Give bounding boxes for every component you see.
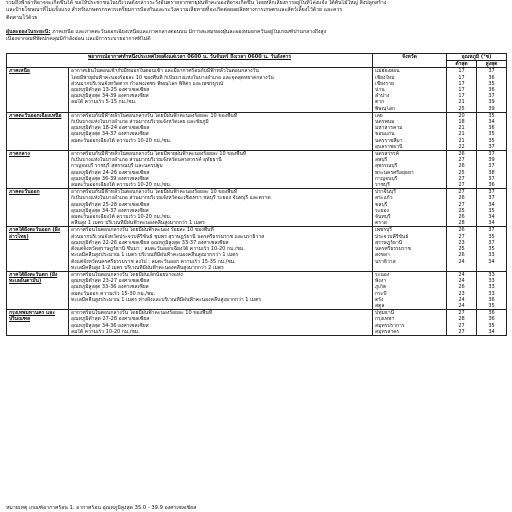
- max-temp: 37: [488, 227, 495, 234]
- region-description: [69, 227, 373, 271]
- province-name: พิษณุโลก: [375, 105, 396, 112]
- min-temp: 27: [458, 322, 465, 329]
- description-line: อุณหภูมิต่ำสุด 13-25 องศาเซลเซียส: [71, 87, 150, 94]
- description-line: ส่วนมากบริเวณจังหวัดประจวบคีรีขันธ์ ชุมพร สุราษฎร์ธานี นครศรีธรรมราช และนราธิวาส: [71, 233, 265, 240]
- min-temp: 20: [458, 112, 465, 119]
- max-temp: 36: [488, 316, 495, 323]
- max-temp: 37: [488, 239, 495, 246]
- max-temp-column: [477, 227, 507, 271]
- province-name: ปราจีนบุรี: [375, 189, 396, 196]
- max-temp: 39: [488, 157, 495, 164]
- min-temp: 17: [458, 87, 465, 94]
- province-name: สมุทรปราการ: [375, 322, 405, 329]
- max-temp: 37: [488, 68, 495, 75]
- min-temp: 26: [458, 163, 465, 170]
- max-temp: 34: [488, 220, 495, 227]
- max-temp: 35: [488, 233, 495, 240]
- dust-notice-label: ฝุ่นละอองในระยะนี้:: [6, 29, 51, 35]
- intro-line: ติดตามไว้ด้วย: [6, 14, 38, 21]
- province-name: กรุงเทพฯ: [375, 316, 395, 323]
- max-temp-column: [477, 112, 507, 150]
- description-line: ก็เป็นบางแห่งในบางอำเภอ ส่วนมากบริเวณจังหวัดเลย และชัยภูมิ: [71, 119, 209, 126]
- max-temp: 37: [488, 163, 495, 170]
- province-name: สตูล: [375, 302, 385, 309]
- min-temp: 22: [458, 143, 465, 150]
- description-line: ลมตะวันออกเฉียงใต้ ความเร็ว 10-20 กม./ชม.: [71, 214, 172, 221]
- region-description: [69, 189, 373, 227]
- province-name: เลย: [375, 112, 383, 119]
- min-temp-column: [447, 189, 477, 227]
- min-temp: 26: [458, 227, 465, 234]
- province-name-column: [373, 189, 447, 227]
- description-line: ตั้งแต่จังหวัดนครศรีธรรมราช ลงไป : ลมตะวันออก ความเร็ว 15-35 กม./ชม.: [71, 258, 236, 265]
- description-line: ส่วนมากบริเวณจังหวัดตาก กำแพงเพชร พิษณุโลก พิจิตร และเพชรบูรณ์: [71, 80, 224, 87]
- max-temp: 34: [488, 328, 495, 335]
- province-name: เชียงราย: [375, 80, 394, 87]
- max-temp: 35: [488, 112, 495, 119]
- province-name: สุพรรณบุรี: [375, 163, 398, 170]
- description-line: ก็เป็นบางแห่งในบางอำเภอ ส่วนมากบริเวณจังหวัดฉะเชิงเทรา ชลบุรี ระยอง จันทบุรี และตราด: [71, 195, 271, 202]
- province-name: ลำปาง: [375, 93, 390, 100]
- max-temp: 33: [488, 252, 495, 259]
- min-temp: 27: [458, 233, 465, 240]
- max-temp: 34: [488, 258, 495, 265]
- region-description: [69, 271, 373, 309]
- region-name: ภาคตะวันออก: [7, 189, 69, 227]
- max-temp: 36: [488, 182, 495, 189]
- max-temp: 35: [488, 137, 495, 144]
- province-header: จังหวัด: [373, 54, 447, 68]
- forecast-table: [6, 53, 507, 336]
- min-temp-column: [447, 310, 477, 336]
- max-temp-column: [477, 271, 507, 309]
- description-line: ลมใต้ ความเร็ว 10-20 กม./ชม.: [71, 328, 140, 335]
- description-line: อุณหภูมิสูงสุด 36-39 องศาเซลเซียส: [71, 175, 149, 182]
- province-name: กาญจนบุรี: [375, 175, 398, 182]
- description-line: อากาศร้อนในตอนกลางวัน โดยมีฝนเล็กน้อยบางแห่ง: [71, 271, 183, 278]
- intro-line: และป้ายโฆษณาที่ไม่แข็งแรง สำหรับเกษตรกรควรเตรียมการป้องกันและระวังความเสียหายที่จะเกิดต่อผลผลิตทางการเกษตรและสัตว์เลี้ยงไว้ด้วย และควร: [6, 7, 343, 14]
- max-temp: 35: [488, 302, 495, 309]
- description-line: อุณหภูมิสูงสุด 33-36 องศาเซลเซียส: [71, 284, 149, 291]
- description-line: ทะเลมีคลื่นสูงประมาณ 1 เมตร ห่างฝั่งและบริเวณที่มีฝนฟ้าคะนองคลื่นสูงมากกว่า 1 เมตร: [71, 296, 262, 303]
- max-temp: 36: [488, 74, 495, 81]
- temp-header: อุณหภูมิ (°ซ): [447, 54, 507, 61]
- description-line: โดยมีพายุฝนฟ้าคะนองร้อยละ 10 ของพื้นที่ ก็เป็นบางแห่งในบางอำเภอ และจุดสุดหยาดกลางวัน: [71, 74, 274, 81]
- province-name: ตราด: [375, 220, 388, 227]
- min-temp-column: [447, 68, 477, 112]
- max-temp-column: [477, 310, 507, 336]
- min-temp: 27: [458, 189, 465, 196]
- min-temp: 26: [458, 252, 465, 259]
- max-temp: 37: [488, 151, 495, 158]
- province-name: ประจวบคีรีขันธ์: [375, 233, 409, 240]
- min-temp: 28: [458, 316, 465, 323]
- province-name: จันทบุรี: [375, 214, 391, 221]
- province-name: ลพบุรี: [375, 157, 388, 164]
- description-line: ลมตะวันออกเฉียงใต้ ความเร็ว 10-20 กม./ชม.: [71, 182, 172, 189]
- description-line: ทะเลมีคลื่นสูง 1-2 เมตร บริเวณที่มีฝนฟ้าคะนองคลื่นสูงมากกว่า 2 เมตร: [71, 264, 224, 271]
- description-line: ลมตะวันออก ความเร็ว 15-30 กม./ชม.: [71, 290, 156, 297]
- province-name: แม่ฮ่องสอน: [375, 68, 400, 75]
- max-temp: 33: [488, 271, 495, 278]
- min-temp: 26: [458, 195, 465, 202]
- province-name-column: [373, 310, 447, 336]
- province-name-column: [373, 271, 447, 309]
- table-row: [7, 189, 507, 227]
- min-temp: 18: [458, 119, 465, 126]
- min-temp: 17: [458, 93, 465, 100]
- max-temp: 38: [488, 169, 495, 176]
- region-name: กรุงเทพมหานคร และปริมณฑล: [7, 310, 69, 336]
- max-temp: 35: [488, 246, 495, 253]
- max-temp: 36: [488, 296, 495, 303]
- min-temp: 27: [458, 310, 465, 317]
- forecast-body: [7, 68, 507, 336]
- max-temp: 37: [488, 189, 495, 196]
- description-line: คลื่นสูง 1 เมตร บริเวณที่มีฝนฟ้าคะนองคลื่นสูงมากกว่า 1 เมตร: [71, 220, 205, 227]
- footer-note: หมายเหตุ เกณฑ์อากาศร้อน 1. อากาศร้อน อุณหภูมิสูงสุด 35.0 - 39.9 องศาเซลเซียส: [6, 505, 197, 511]
- province-name-column: [373, 151, 447, 189]
- max-temp: 36: [488, 125, 495, 132]
- min-temp: 25: [458, 105, 465, 112]
- province-name: นครพนม: [375, 119, 395, 126]
- province-name: สระแก้ว: [375, 195, 393, 202]
- province-name: นครราชสีมา: [375, 137, 403, 144]
- min-temp: 28: [458, 220, 465, 227]
- province-name: ราชบุรี: [375, 182, 390, 189]
- min-temp: 17: [458, 74, 465, 81]
- description-line: ลมใต้ ความเร็ว 5-15 กม./ชม.: [71, 99, 137, 106]
- region-name: ภาคใต้ฝั่งตะวันตก (ฝั่งทะเลอันดามัน): [7, 271, 69, 309]
- min-temp: 25: [458, 169, 465, 176]
- min-temp: 24: [458, 302, 465, 309]
- table-row: [7, 310, 507, 336]
- province-name: พังงา: [375, 278, 387, 285]
- region-name: ภาคใต้ฝั่งตะวันออก (ฝั่งอ่าวไทย): [7, 227, 69, 271]
- min-temp-column: [447, 271, 477, 309]
- region-description: [69, 112, 373, 150]
- max-temp: 33: [488, 278, 495, 285]
- max-temp: 36: [488, 310, 495, 317]
- province-name: ชลบุรี: [375, 201, 388, 208]
- description-line: อากาศร้อนในตอนกลางวัน โดยมีฝนฟ้าคะนองร้อยละ 10 ของพื้นที่: [71, 310, 213, 317]
- province-name: นครสวรรค์: [375, 151, 400, 158]
- min-temp: 27: [458, 157, 465, 164]
- max-temp: 37: [488, 143, 495, 150]
- min-temp: 17: [458, 68, 465, 75]
- intro-line: รวมถึงฟ้าผ่าที่อาจจะเกิดขึ้นได้ ขอให้ประชาชนในบริเวณดังกล่าวระวังอันตรายจากพายุฝนฟ้าคะนองที่อาจเกิดขึ้น โดยหลีกเลี่ยงการอยู่ในที่โล่งแจ้ง ใต้ต้นไม้ใหญ่ สิ่งปลูกสร้าง: [6, 0, 387, 6]
- province-name: นราธิวาส: [375, 258, 396, 265]
- description-line: อากาศร้อนในตอนกลางวัน โดยมีฝนฟ้าคะนอง ร้อยละ 10 ของพื้นที่: [71, 227, 214, 234]
- description-line: อุณหภูมิต่ำสุด 24-26 องศาเซลเซียส: [71, 169, 150, 176]
- province-name: ภูเก็ต: [375, 284, 387, 291]
- min-temp: 21: [458, 99, 465, 106]
- min-temp: 25: [458, 246, 465, 253]
- max-temp: 34: [488, 119, 495, 126]
- max-temp: 35: [488, 207, 495, 214]
- province-name: สมุทรสาคร: [375, 328, 400, 335]
- province-name: สุราษฎร์ธานี: [375, 239, 403, 246]
- min-temp: 24: [458, 278, 465, 285]
- max-temp: 35: [488, 80, 495, 87]
- table-row: [7, 271, 507, 309]
- min-temp-column: [447, 151, 477, 189]
- min-temp-column: [447, 112, 477, 150]
- table-row: [7, 151, 507, 189]
- max-temp-column: [477, 151, 507, 189]
- description-line: อากาศร้อนกับมีฟ้าหลัวในตอนกลางวัน โดยมีพายุฝนฟ้าคะนองร้อยละ 10 ของพื้นที่: [71, 151, 247, 158]
- province-name: นครศรีธรรมราช: [375, 246, 411, 253]
- description-line: อากาศร้อนกับมีฟ้าหลัวในตอนกลางวัน โดยมีฝนฟ้าคะนองร้อยละ 10 ของพื้นที่: [71, 112, 238, 119]
- description-line: อุณหภูมิต่ำสุด 22-26 องศาเซลเซียส อุณหภูมิสูงสุด 33-37 องศาเซลเซียส: [71, 239, 229, 246]
- table-row: [7, 68, 507, 112]
- min-temp-column: [447, 227, 477, 271]
- max-temp: 35: [488, 322, 495, 329]
- province-name: เชียงใหม่: [375, 74, 395, 81]
- max-temp: 34: [488, 214, 495, 221]
- description-line: อุณหภูมิสูงสุด 34-36 องศาเซลเซียส: [71, 322, 149, 329]
- province-name: อุบลราชธานี: [375, 143, 403, 150]
- min-temp: 24: [458, 271, 465, 278]
- region-description: [69, 68, 373, 112]
- province-name: ตรัง: [375, 296, 384, 303]
- max-temp-header: สูงสุด: [477, 61, 507, 68]
- min-temp-header: ต่ำสุด: [447, 61, 477, 68]
- region-name: ภาคเหนือ: [7, 68, 69, 112]
- province-name: กระบี่: [375, 290, 387, 297]
- province-name: ระนอง: [375, 271, 390, 278]
- description-line: ลมตะวันออกเฉียงใต้ ความเร็ว 10-20 กม./ชม.: [71, 137, 172, 144]
- province-name: ปทุมธานี: [375, 310, 395, 317]
- min-temp: 21: [458, 125, 465, 132]
- max-temp: 37: [488, 93, 495, 100]
- region-description: [69, 151, 373, 189]
- dust-notice-line: ภาคเหนือ และภาคตะวันออกเฉียงเหนือและภาคกลางตอนบน มีการสะสมของฝุ่นละอองหมอกควันอยู่ในเกณฑ์ปานกลางถึงสูง: [52, 29, 327, 35]
- min-temp: 23: [458, 290, 465, 297]
- dust-notice: [6, 29, 506, 44]
- province-name-column: [373, 227, 447, 271]
- max-temp: 34: [488, 201, 495, 208]
- max-temp: 39: [488, 105, 495, 112]
- min-temp: 23: [458, 239, 465, 246]
- description-line: อากาศเย็นในตอนเช้ากับมีหมอกในตอนเช้า และมีอากาศร้อนกับมีฟ้าหลัวในตอนกลางวัน: [71, 68, 259, 75]
- description-line: อุณหภูมิต่ำสุด 25-28 องศาเซลเซียส: [71, 201, 150, 208]
- description-line: อากาศร้อนกับมีฟ้าหลัวในตอนกลางวัน โดยมีฝนฟ้าคะนองร้อยละ 10 ของพื้นที่: [71, 189, 238, 196]
- province-name: ระยอง: [375, 207, 389, 214]
- region-name: ภาคกลาง: [7, 151, 69, 189]
- region-name: ภาคตะวันออกเฉียงเหนือ: [7, 112, 69, 150]
- description-line: อุณหภูมิสูงสุด 34-37 องศาเซลเซียส: [71, 207, 149, 214]
- description-line: อุณหภูมิต่ำสุด 23-27 องศาเซลเซียส: [71, 278, 150, 285]
- max-temp-column: [477, 189, 507, 227]
- max-temp: 36: [488, 87, 495, 94]
- max-temp: 35: [488, 131, 495, 138]
- table-title: พยากรณ์อากาศทำหนึ่งประเทศไทยตั้งแต่เวลา 0600 น. วันจันทร์ ถึงเวลา 0600 น. วันอังคาร: [7, 54, 373, 68]
- description-line: อุณหภูมิสูงสุด 34-39 องศาเซลเซียส: [71, 93, 149, 100]
- dust-notice-line: เนื่องจากลมที่พัดปกคลุมมีกำลังอ่อน และมีการระบายอากาศที่ไม่ดี: [6, 36, 151, 43]
- max-temp: 33: [488, 284, 495, 291]
- region-description: [69, 310, 373, 336]
- min-temp: 21: [458, 131, 465, 138]
- description-line: กาญจนบุรี ราชบุรี สุพรรณบุรี และนครปฐม: [71, 163, 163, 170]
- description-line: อุณหภูมิต่ำสุด 18-24 องศาเซลเซียส: [71, 125, 150, 132]
- province-name-column: [373, 68, 447, 112]
- min-temp: 26: [458, 284, 465, 291]
- table-row: [7, 112, 507, 150]
- min-temp: 27: [458, 201, 465, 208]
- min-temp: 24: [458, 296, 465, 303]
- province-name: สงขลา: [375, 252, 390, 259]
- description-line: ตั้งแต่จังหวัดสุราษฎร์ธานี ขึ้นมา : ลมตะวันออกเฉียงใต้ ความเร็ว 10-20 กม./ชม.: [71, 246, 245, 253]
- province-name: ตาก: [375, 99, 385, 106]
- province-name: น่าน: [375, 87, 385, 94]
- min-temp: 26: [458, 214, 465, 221]
- province-name: เพชรบุรี: [375, 227, 392, 234]
- intro-paragraph: [6, 0, 506, 22]
- max-temp-column: [477, 68, 507, 112]
- min-temp: 27: [458, 328, 465, 335]
- description-line: ทะเลมีคลื่นสูงประมาณ 1 เมตร บริเวณที่มีฝนฟ้าคะนองคลื่นสูงมากกว่า 1 เมตร: [71, 252, 239, 259]
- province-name: มหาสารคาม: [375, 125, 403, 132]
- description-line: ก็เป็นบางแห่งในบางอำเภอ ส่วนมากบริเวณจังหวัดนครสวรรค์ อุทัยธานี: [71, 157, 222, 164]
- min-temp: 27: [458, 175, 465, 182]
- max-temp: 33: [488, 290, 495, 297]
- province-name: พระนครศรีอยุธยา: [375, 169, 414, 176]
- min-temp: 17: [458, 80, 465, 87]
- max-temp: 39: [488, 99, 495, 106]
- min-temp: 24: [458, 258, 465, 265]
- max-temp: 37: [488, 195, 495, 202]
- min-temp: 26: [458, 151, 465, 158]
- table-row: [7, 227, 507, 271]
- min-temp: 25: [458, 207, 465, 214]
- description-line: อุณหภูมิต่ำสุด 27-28 องศาเซลเซียส: [71, 316, 150, 323]
- min-temp: 27: [458, 182, 465, 189]
- province-name-column: [373, 112, 447, 150]
- province-name: ขอนแก่น: [375, 131, 395, 138]
- description-line: อุณหภูมิสูงสุด 34-37 องศาเซลเซียส: [71, 131, 149, 138]
- max-temp: 37: [488, 175, 495, 182]
- min-temp: 21: [458, 137, 465, 144]
